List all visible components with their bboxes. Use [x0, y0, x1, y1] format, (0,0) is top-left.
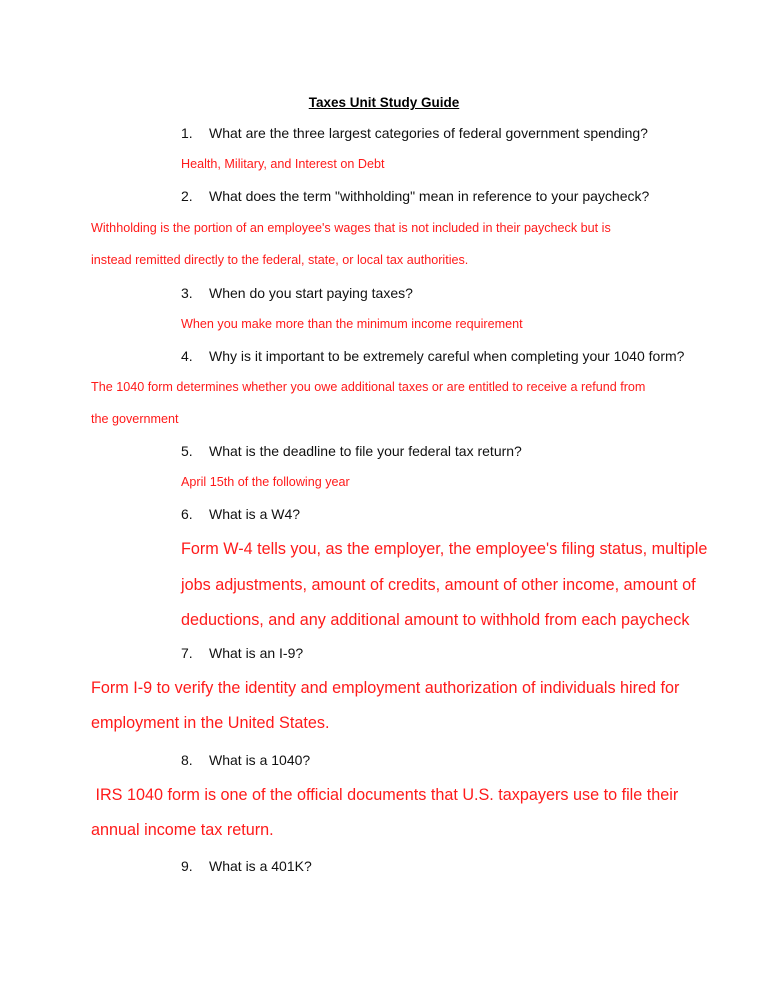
answer-text: Withholding is the portion of an employee's wages that is not included in their paycheck but is — [91, 221, 611, 235]
question-text: What are the three largest categories of federal government spending? — [209, 125, 648, 141]
answer-text: deductions, and any additional amount to withhold from each paycheck — [181, 611, 690, 629]
question-text: What is a W4? — [209, 506, 301, 522]
question-number: 2. — [181, 188, 193, 204]
question-number: 5. — [181, 443, 193, 459]
answer-text: instead remitted directly to the federal, state, or local tax authorities. — [91, 253, 469, 267]
answer-text: the government — [91, 412, 179, 426]
answer-text: jobs adjustments, amount of credits, amount of other income, amount of — [181, 576, 696, 594]
question-number: 8. — [181, 752, 193, 768]
question-text: What is the deadline to file your federal tax return? — [209, 443, 522, 459]
question-number: 1. — [181, 125, 193, 141]
question-number: 7. — [181, 645, 193, 661]
answer-text: Form I-9 to verify the identity and employment authorization of individuals hired for — [91, 679, 680, 697]
question-number: 6. — [181, 506, 193, 522]
question-text: When do you start paying taxes? — [209, 285, 413, 301]
question-text: What is an I-9? — [209, 645, 304, 661]
answer-text: April 15th of the following year — [181, 475, 350, 489]
answer-text: When you make more than the minimum income requirement — [181, 317, 523, 331]
question-number: 4. — [181, 348, 193, 364]
question-number: 3. — [181, 285, 193, 301]
question-text: What is a 401K? — [209, 858, 312, 874]
question-text: What does the term "withholding" mean in reference to your paycheck? — [209, 188, 650, 204]
answer-text: Health, Military, and Interest on Debt — [181, 157, 385, 171]
question-text: Why is it important to be extremely careful when completing your 1040 form? — [209, 348, 685, 364]
question-number: 9. — [181, 858, 193, 874]
page-title: Taxes Unit Study Guide — [308, 95, 460, 110]
answer-text: Form W-4 tells you, as the employer, the employee's filing status, multiple — [181, 540, 708, 558]
question-text: What is a 1040? — [209, 752, 311, 768]
answer-text: The 1040 form determines whether you owe additional taxes or are entitled to receive a refund from — [91, 380, 646, 394]
answer-text: IRS 1040 form is one of the official documents that U.S. taxpayers use to file their — [91, 786, 679, 804]
answer-text: annual income tax return. — [91, 821, 274, 839]
answer-text: employment in the United States. — [91, 714, 330, 732]
